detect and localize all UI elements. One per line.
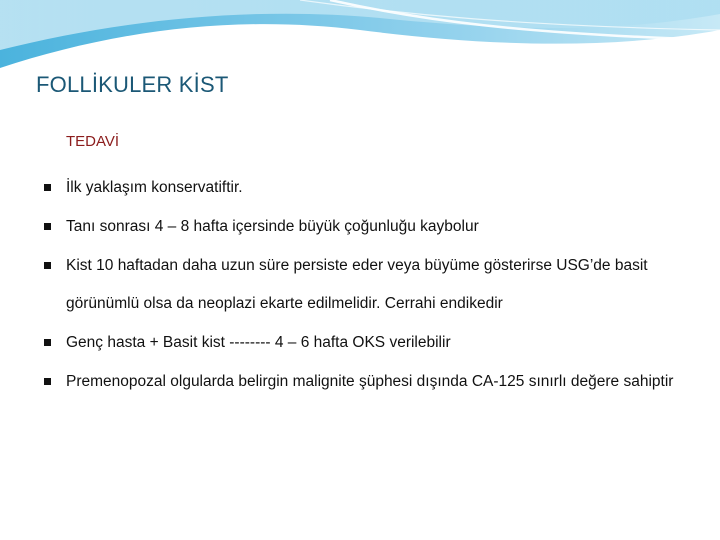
- bullet-text: Kist 10 haftadan daha uzun süre persiste eder veya büyüme gösterirse USG’de basit görünümlü olsa da neoplazi ekarte edilmelidir. Cerrahi endikedir: [66, 257, 648, 312]
- bullet-item: [44, 363, 684, 401]
- bullet-item: [44, 169, 684, 207]
- slide-title: FOLLİKULER KİST: [36, 72, 229, 97]
- bullet-text: Tanı sonrası 4 – 8 hafta içersinde büyük çoğunluğu kaybolur: [66, 218, 479, 235]
- bullet-text: İlk yaklaşım konservatiftir.: [66, 179, 243, 196]
- square-bullet-icon: [44, 223, 51, 230]
- square-bullet-icon: [44, 262, 51, 269]
- bullet-item: [44, 208, 684, 246]
- bullet-text: Genç hasta + Basit kist -------- 4 – 6 hafta OKS verilebilir: [66, 334, 451, 351]
- square-bullet-icon: [44, 378, 51, 385]
- bullet-item: [44, 247, 684, 323]
- bullet-text: Premenopozal olgularda belirgin malignite şüphesi dışında CA-125 sınırlı değere sahiptir: [66, 373, 674, 390]
- section-subtitle: TEDAVİ: [66, 133, 120, 150]
- bullet-list: [44, 169, 684, 402]
- bullet-item: [44, 324, 684, 362]
- square-bullet-icon: [44, 339, 51, 346]
- square-bullet-icon: [44, 184, 51, 191]
